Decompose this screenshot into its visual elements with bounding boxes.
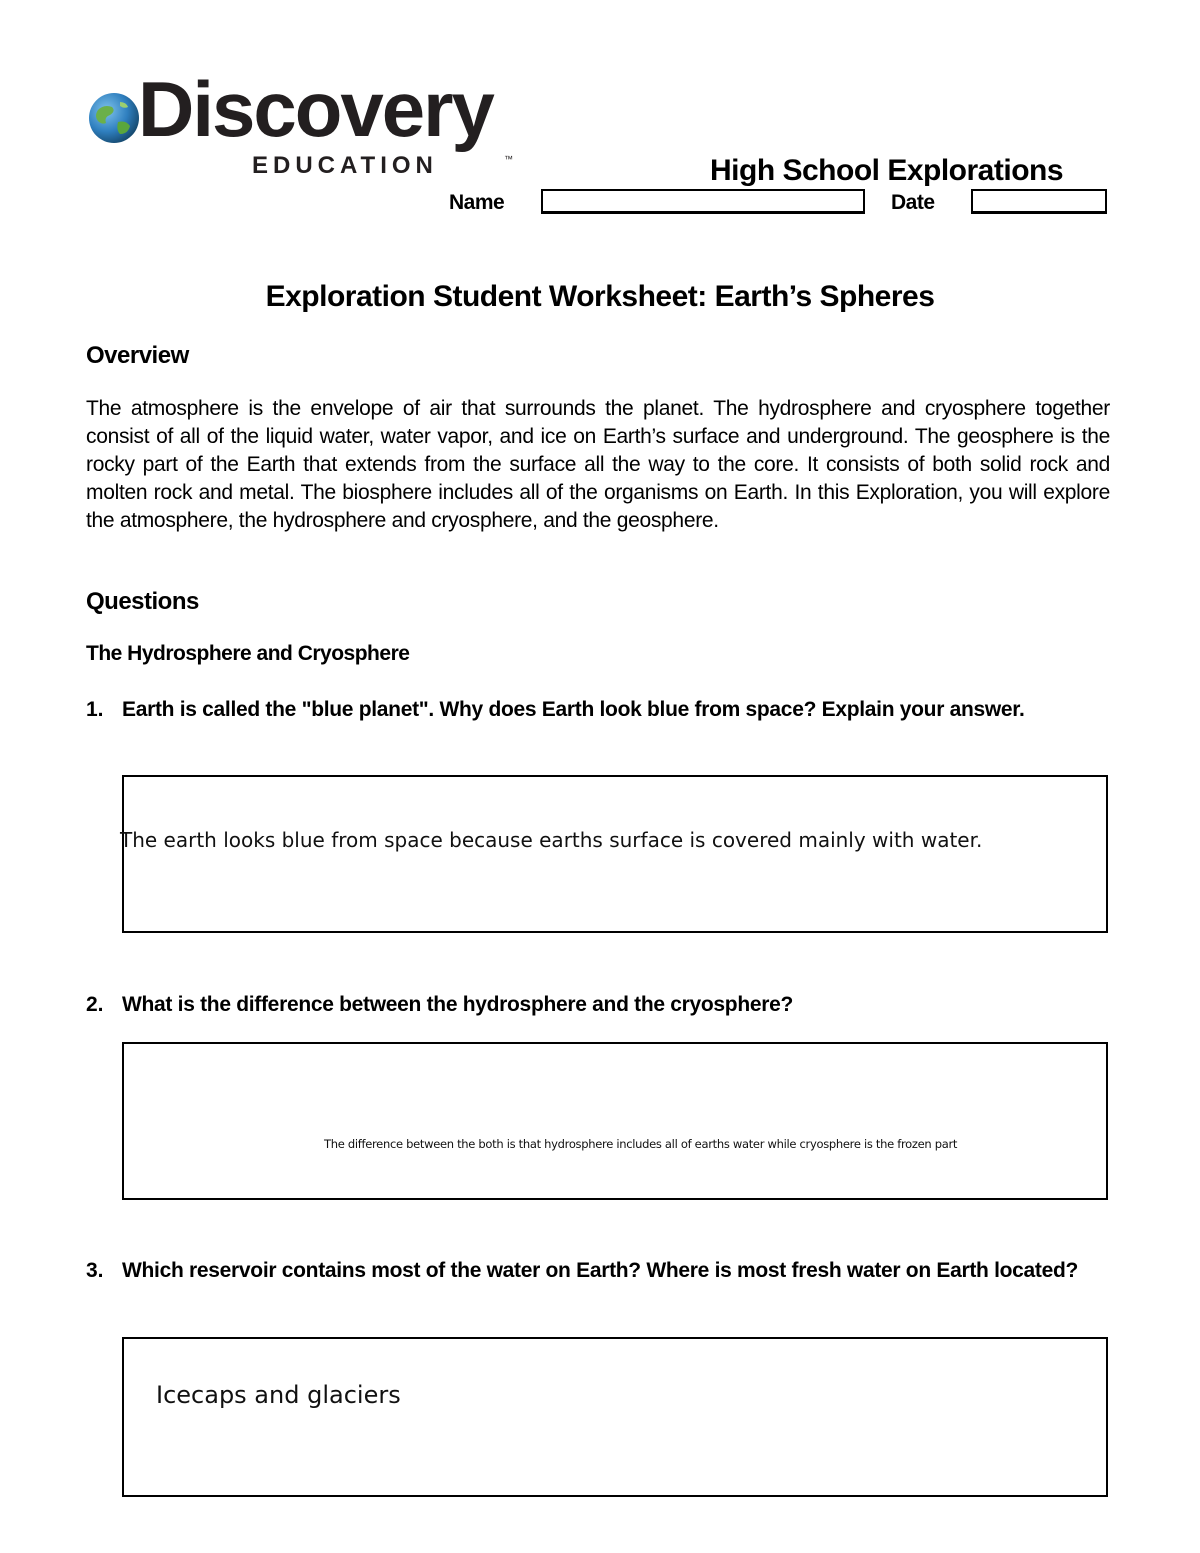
question-text: Which reservoir contains most of the water on Earth? Where is most fresh water on Earth located? [122, 1259, 1079, 1282]
date-field[interactable] [971, 189, 1107, 214]
page-title: Exploration Student Worksheet: Earth’s Spheres [265, 280, 935, 313]
discovery-education-logo [86, 65, 526, 179]
logo-trademark: ™ [504, 154, 513, 164]
name-label: Name [449, 191, 505, 214]
series-title: High School Explorations [710, 154, 1064, 187]
question-number: 1. [86, 698, 104, 721]
answer-text: The earth looks blue from space because earths surface is covered mainly with water. [120, 828, 983, 852]
globe-icon [88, 92, 140, 144]
question-number: 2. [86, 993, 104, 1016]
date-label: Date [891, 191, 935, 214]
answer-box[interactable] [122, 775, 1108, 933]
logo-subtitle: EDUCATION [252, 152, 438, 179]
overview-heading: Overview [86, 342, 189, 369]
answer-box[interactable] [122, 1337, 1108, 1497]
section-heading: The Hydrosphere and Cryosphere [86, 642, 410, 665]
question-number: 3. [86, 1259, 104, 1282]
answer-box[interactable] [122, 1042, 1108, 1200]
questions-heading: Questions [86, 588, 199, 615]
question-text: What is the difference between the hydrosphere and the cryosphere? [122, 993, 794, 1016]
logo-wordmark: Discovery [138, 65, 493, 153]
answer-text: Icecaps and glaciers [156, 1381, 401, 1409]
name-field[interactable] [541, 189, 865, 214]
overview-paragraph: The atmosphere is the envelope of air that surrounds the planet. The hydrosphere and cryosphere together consist of all of the liquid water, water vapor, and ice on Earth’s surface and underground. The geosphere is the rocky part of the Earth that extends from the surface all the way to the core. It consists of both solid rock and molten rock and metal. The biosphere includes all of the organisms on Earth. In this Exploration, you will explore the atmosphere, the hydrosphere and cryosphere, and the geosphere. [86, 397, 1110, 532]
question-text: Earth is called the "blue planet". Why does Earth look blue from space? Explain your answer. [122, 698, 1025, 721]
answer-text: The difference between the both is that hydrosphere includes all of earths water while cryosphere is the frozen part [324, 1137, 958, 1151]
